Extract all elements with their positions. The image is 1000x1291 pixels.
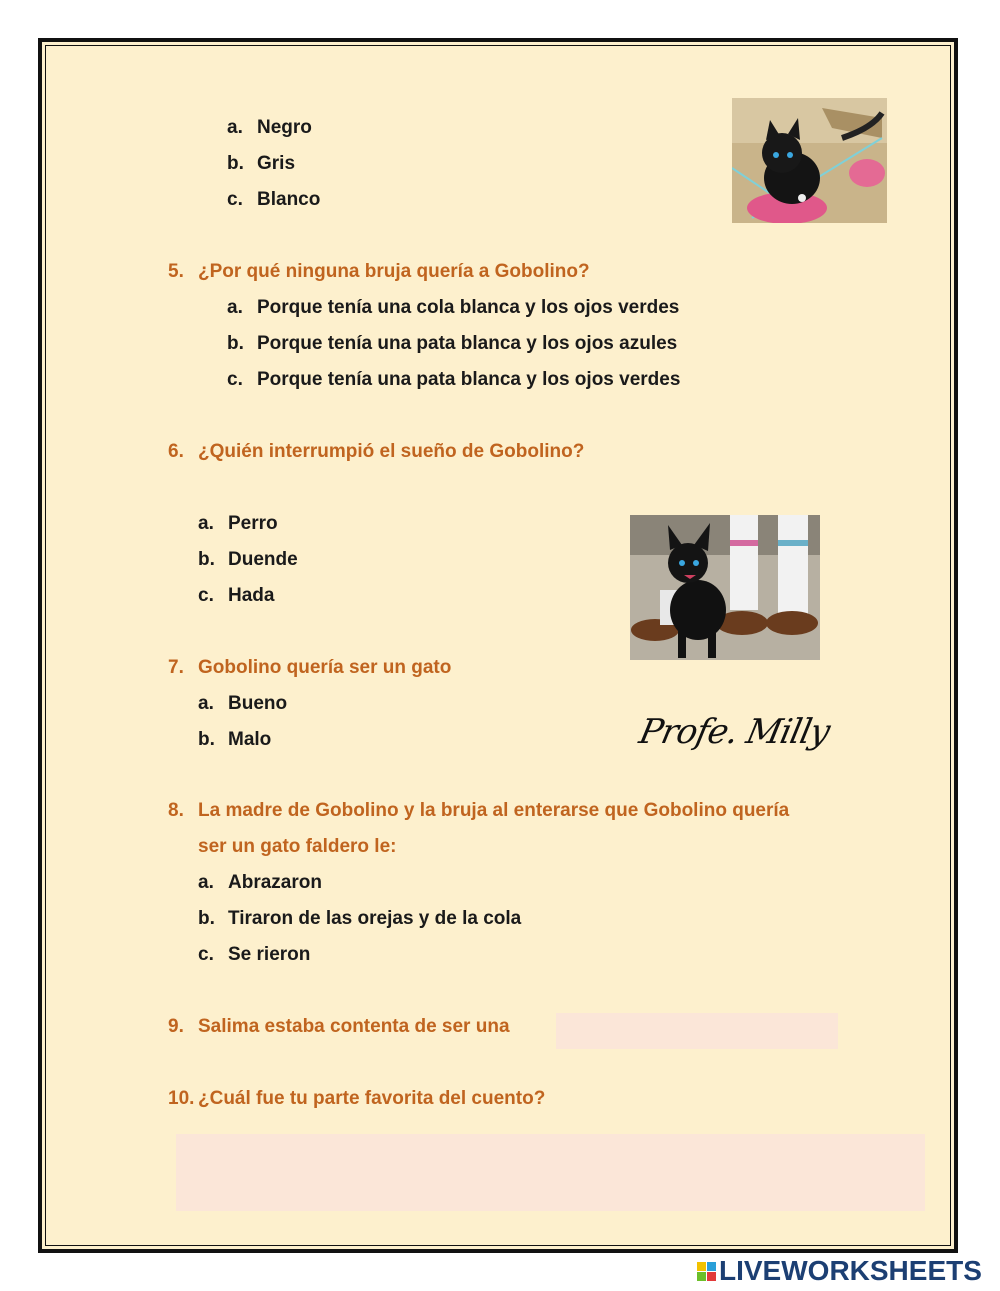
option-row[interactable] — [227, 153, 295, 175]
black-cat-feet-image — [630, 515, 820, 660]
option-text: Porque tenía una cola blanca y los ojos verdes — [257, 297, 680, 318]
question-8-continuation: ser un gato faldero le: — [198, 836, 397, 857]
option-row[interactable] — [227, 117, 312, 139]
option-letter: c. — [198, 585, 214, 606]
option-letter: c. — [227, 369, 243, 390]
answer-input-q9[interactable] — [556, 1013, 838, 1049]
option-letter: b. — [198, 729, 215, 750]
option-text: Porque tenía una pata blanca y los ojos azules — [257, 333, 678, 354]
question-number: 8. — [168, 800, 184, 821]
option-row[interactable] — [198, 944, 310, 966]
option-letter: a. — [198, 872, 214, 893]
option-row[interactable] — [198, 908, 521, 930]
option-text: Hada — [228, 585, 275, 606]
option-letter: a. — [198, 693, 214, 714]
liveworksheets-logo[interactable] — [697, 1256, 982, 1286]
option-text: Porque tenía una pata blanca y los ojos verdes — [257, 369, 681, 390]
option-row[interactable] — [198, 585, 274, 607]
question-7 — [168, 657, 451, 679]
option-text: Bueno — [228, 693, 288, 714]
question-number: 9. — [168, 1016, 184, 1037]
option-letter: b. — [227, 333, 244, 354]
logo-tiles-icon — [697, 1262, 716, 1281]
option-text: Blanco — [257, 189, 321, 210]
question-10 — [168, 1088, 545, 1110]
question-6 — [168, 441, 584, 463]
option-row[interactable] — [227, 369, 680, 391]
option-text: Gris — [257, 153, 296, 174]
option-letter: a. — [227, 117, 243, 138]
teacher-signature: Profe. Milly — [635, 712, 833, 752]
option-text: Negro — [257, 117, 312, 138]
option-letter: a. — [198, 513, 214, 534]
option-letter: b. — [198, 549, 215, 570]
answer-input-q10[interactable] — [176, 1134, 925, 1211]
question-text: Gobolino quería ser un gato — [198, 657, 452, 678]
question-text: ¿Por qué ninguna bruja quería a Gobolino? — [198, 261, 590, 282]
option-text: Duende — [228, 549, 298, 570]
option-letter: a. — [227, 297, 243, 318]
option-text: Tiraron de las orejas y de la cola — [228, 908, 522, 929]
black-cat-yarn-image — [732, 98, 887, 223]
option-row[interactable] — [227, 297, 679, 319]
question-text: ¿Quién interrumpió el sueño de Gobolino? — [198, 441, 585, 462]
question-text: Salima estaba contenta de ser una — [198, 1016, 510, 1037]
question-5 — [168, 261, 590, 283]
question-9 — [168, 1016, 510, 1038]
option-row[interactable] — [198, 549, 298, 571]
option-text: Malo — [228, 729, 272, 750]
question-number: 7. — [168, 657, 184, 678]
logo-text: LIVEWORKSHEETS — [719, 1255, 982, 1286]
option-letter: b. — [198, 908, 215, 929]
option-text: Perro — [228, 513, 278, 534]
option-row[interactable] — [198, 693, 287, 715]
option-row[interactable] — [227, 189, 320, 211]
option-letter: b. — [227, 153, 244, 174]
question-number: 10. — [168, 1088, 195, 1109]
option-row[interactable] — [198, 872, 322, 894]
question-text: ¿Cuál fue tu parte favorita del cuento? — [198, 1088, 546, 1109]
option-text: Abrazaron — [228, 872, 322, 893]
question-8 — [168, 800, 789, 822]
question-number: 5. — [168, 261, 184, 282]
option-text: Se rieron — [228, 944, 311, 965]
option-letter: c. — [227, 189, 243, 210]
option-letter: c. — [198, 944, 214, 965]
question-text: La madre de Gobolino y la bruja al enterarse que Gobolino quería — [198, 800, 790, 821]
question-number: 6. — [168, 441, 184, 462]
option-row[interactable] — [198, 729, 271, 751]
option-row[interactable] — [227, 333, 677, 355]
option-row[interactable] — [198, 513, 278, 535]
